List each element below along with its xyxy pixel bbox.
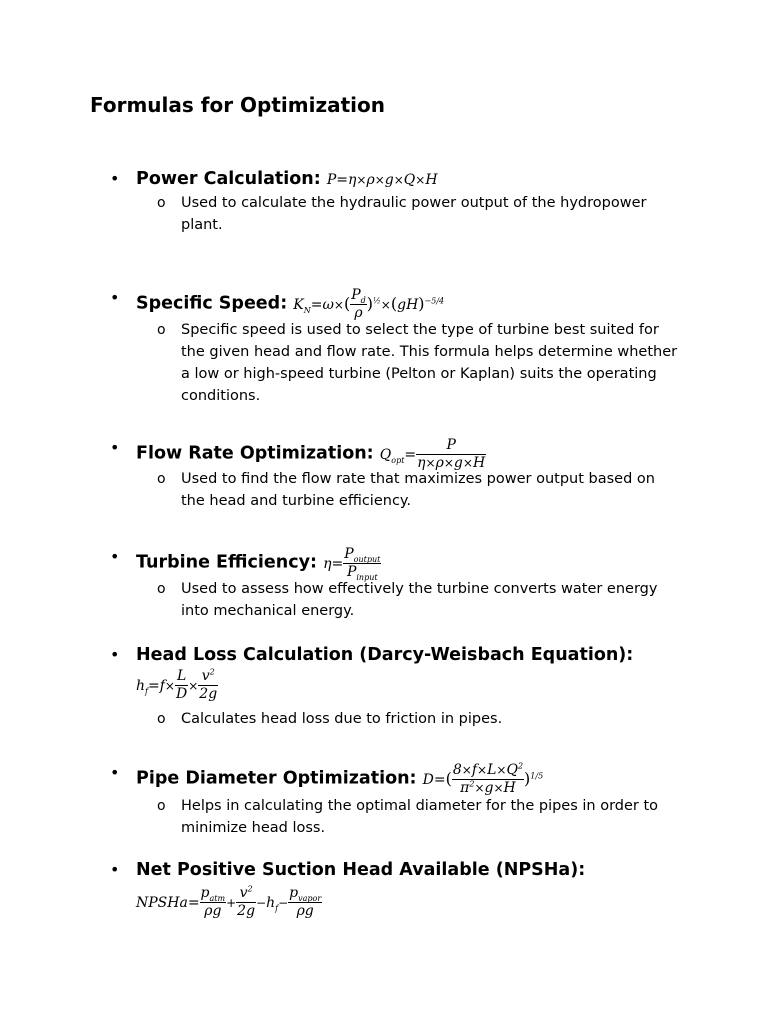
sub-bullet-marker: o — [157, 581, 166, 597]
sub-bullet-marker: o — [157, 798, 166, 814]
heading-turbine-efficiency: Turbine Efficiency: η= $\frac{P_{output}}{P_{input}}$ — [136, 546, 381, 582]
formula-turbine-efficiency: η= $\frac{P_{output}}{P_{input}}$ — [323, 546, 381, 582]
description-power-calculation: Used to calculate the hydraulic power output of the hydropower plant. — [181, 195, 647, 233]
description-pipe-diameter: Helps in calculating the optimal diameter for the pipes in order to minimize head loss. — [181, 798, 659, 836]
sub-bullet-marker: o — [157, 195, 166, 211]
formula-specific-speed: $K_N=\omega\times$( $\frac{P_d}{\rho}$ )$^{\frac{1}{2}}$×(gH)$^{-5/4}$ — [293, 287, 445, 321]
bullet-marker: • — [110, 860, 120, 879]
heading-flow-rate-optimization: Flow Rate Optimization: $Q_{opt}=$ $\frac{P}{\eta\times\rho\times g\times H}$ — [136, 437, 486, 471]
description-head-loss: Calculates head loss due to friction in pipes. — [181, 711, 503, 727]
heading-npsha: Net Positive Suction Head Available (NPSHa): — [136, 860, 586, 880]
heading-pipe-diameter: Pipe Diameter Optimization: D=( $\frac{8\times f\times L\times Q^2}{\pi^2\times g\times H}$ )$^{1/5}$ — [136, 761, 544, 796]
formula-head-loss: $h_f=f\times$ $\frac{L}{D}$ × $\frac{v^2}{2g}$ — [136, 667, 218, 702]
bullet-marker: • — [110, 763, 120, 782]
description-specific-speed: Specific speed is used to select the type of turbine best suited for the given head and flow rate. This formula helps determine whether a low or high-speed turbine (Pelton or Kaplan) suits the operating conditions. — [181, 322, 678, 404]
bullet-marker: • — [110, 645, 120, 664]
formula-pipe-diameter: D=( $\frac{8\times f\times L\times Q^2}{\pi^2\times g\times H}$ )$^{1/5}$ — [422, 761, 544, 796]
bullet-marker: • — [110, 547, 120, 566]
description-turbine-efficiency: Used to assess how effectively the turbine converts water energy into mechanical energy. — [181, 581, 658, 619]
bullet-marker: • — [110, 169, 120, 188]
description-flow-rate-optimization: Used to find the flow rate that maximizes power output based on the head and turbine efficiency. — [181, 471, 655, 509]
heading-power-calculation: Power Calculation: P=η×ρ×g×Q×H — [136, 169, 438, 189]
sub-bullet-marker: o — [157, 711, 166, 727]
heading-specific-speed: Specific Speed: $K_N=\omega\times$( $\frac{P_d}{\rho}$ )$^{\frac{1}{2}}$×(gH)$^{-5/4}$ — [136, 287, 445, 321]
sub-bullet-marker: o — [157, 471, 166, 487]
formula-npsha: NPSHa= $\frac{p_{atm}}{\rho g}$ + $\frac{v^2}{2g}$ $-h_f-$ $\frac{p_{vapor}}{\rho g}$ — [136, 884, 322, 919]
sub-bullet-marker: o — [157, 322, 166, 338]
page-title: Formulas for Optimization — [90, 93, 385, 117]
formula-power: P=η×ρ×g×Q×H — [326, 172, 438, 188]
bullet-marker: • — [110, 438, 120, 457]
formula-flow-rate: $Q_{opt}=$ $\frac{P}{\eta\times\rho\times g\times H}$ — [379, 437, 486, 471]
heading-head-loss: Head Loss Calculation (Darcy-Weisbach Equation): — [136, 645, 634, 665]
bullet-marker: • — [110, 288, 120, 307]
